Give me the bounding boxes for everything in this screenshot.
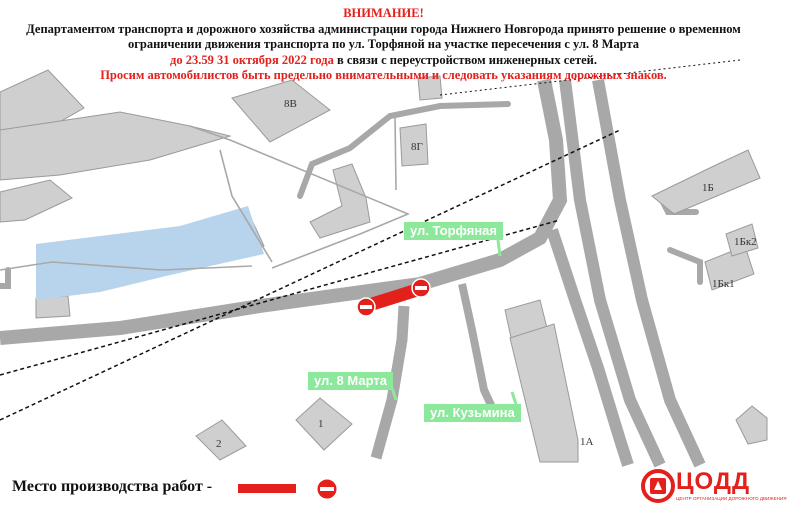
no-entry-icon xyxy=(357,298,375,316)
building-small-west xyxy=(0,180,72,222)
driveway-east xyxy=(670,250,700,282)
logo-subtitle: ЦЕНТР ОРГАНИЗАЦИИ ДОРОЖНОГО ДВИЖЕНИЯ xyxy=(676,496,787,501)
notice-line-2: ограничении движения транспорта по ул. Торфяной на участке пересечения с ул. 8 Марта xyxy=(127,37,640,51)
legend-roadworks-bar xyxy=(238,484,296,493)
fence-line-east xyxy=(395,116,396,190)
building-east-small xyxy=(736,406,767,444)
road-kuzmina xyxy=(462,284,498,420)
closure-notice xyxy=(0,6,767,84)
building-label-1a: 1А xyxy=(580,436,594,448)
building-1 xyxy=(296,398,352,450)
building-label-1b: 1Б xyxy=(702,182,714,194)
building-8v xyxy=(232,80,330,142)
notice-line-4: Просим автомобилистов быть предельно внимательными и следовать указаниям дорожных знаков. xyxy=(100,68,667,82)
driveway-west xyxy=(0,270,8,286)
legend-label: Место производства работ - xyxy=(12,478,213,495)
building-center xyxy=(310,164,370,238)
building-label-1bk2: 1Бк2 xyxy=(734,236,757,248)
logo-name: ЦОДД xyxy=(676,468,751,495)
building-label-1bk1: 1Бк1 xyxy=(712,278,735,290)
building-1a xyxy=(510,324,578,462)
pointer-torfyanaya xyxy=(498,240,500,256)
building-label-1: 1 xyxy=(318,418,324,430)
construction-site-area xyxy=(36,206,264,300)
building-label-8g: 8Г xyxy=(411,141,423,153)
street-label-8-marta: ул. 8 Марта xyxy=(308,372,393,390)
street-label-torfyanaya: ул. Торфяная xyxy=(404,222,503,240)
no-entry-icon xyxy=(412,279,430,297)
notice-reason: в связи с переустройством инженерных сетей. xyxy=(333,52,597,67)
notice-title: ВНИМАНИЕ! xyxy=(343,6,424,20)
notice-line-1: Департаментом транспорта и дорожного хозяйства администрации города Нижнего Новгорода принято решение о временном xyxy=(26,21,741,36)
street-label-kuzmina: ул. Кузьмина xyxy=(424,404,521,422)
building-label-8v: 8В xyxy=(284,98,297,110)
building-label-2: 2 xyxy=(216,438,222,450)
notice-deadline: до 23.59 31 октября 2022 года xyxy=(170,52,334,67)
no-entry-icon xyxy=(316,478,338,500)
pointer-kuzmina xyxy=(512,392,516,404)
notice-line-3 xyxy=(0,53,767,69)
